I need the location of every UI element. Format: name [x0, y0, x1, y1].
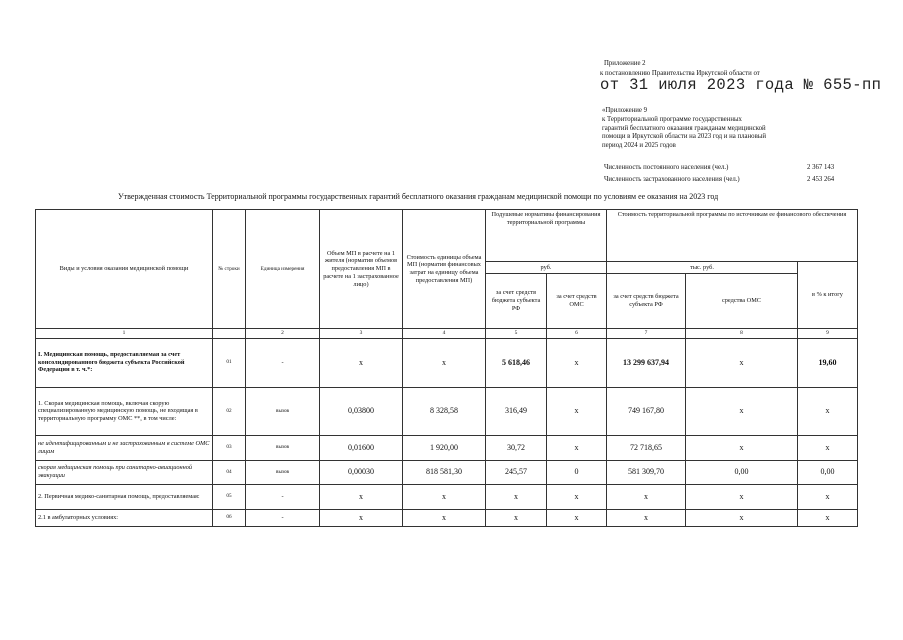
table-row: [36, 509, 858, 526]
row-volume: x: [320, 338, 403, 387]
insured-population-value: 2 453 264: [807, 176, 835, 183]
resolution-date-stamp: от 31 июля 2023 года № 655-пп: [600, 76, 882, 94]
header-pc-budget: за счет средств бюджета субъекта РФ: [486, 274, 547, 329]
row-pct: x: [798, 509, 858, 526]
row-pct: 19,60: [798, 338, 858, 387]
insured-population-label: Численность застрахованного населения (чел.): [604, 176, 740, 183]
appendix-resolution-line: к постановлению Правительства Иркутской области от: [600, 70, 760, 77]
appendix9-line2: к Территориальной программе государственных: [602, 116, 742, 123]
row-pr-budget: 749 167,80: [607, 387, 686, 435]
col-number: 5: [486, 329, 547, 339]
row-pr-oms: x: [686, 338, 798, 387]
row-pct: x: [798, 387, 858, 435]
row-volume: x: [320, 484, 403, 509]
row-pr-oms: x: [686, 509, 798, 526]
header-pc-oms: за счет средств ОМС: [547, 274, 607, 329]
row-pc-budget: x: [486, 484, 547, 509]
row-pc-oms: x: [547, 509, 607, 526]
row-name: 1. Скорая медицинская помощь, включая скорую специализированную медицинскую помощь, не входящая в территориальную программу ОМС **, в том числе:: [36, 387, 213, 435]
header-volume: Объем МП в расчете на 1 жителя (норматив объемов предоставления МП в расчете на 1 застрахованное лицо): [320, 210, 403, 329]
row-no: 02: [213, 387, 246, 435]
appendix9-line4: помощи в Иркутской области на 2023 год и на плановый: [602, 133, 766, 140]
table-row: [36, 484, 858, 509]
header-thous-rub: тыс. руб.: [607, 262, 798, 274]
col-number: 7: [607, 329, 686, 339]
row-unit: -: [246, 509, 320, 526]
table-row: [36, 460, 858, 484]
row-volume: x: [320, 509, 403, 526]
appendix9-title: «Приложение 9: [602, 107, 647, 114]
header-pct-total: в % к итогу: [798, 262, 858, 329]
row-pr-budget: 72 718,65: [607, 435, 686, 460]
header-unit: Единица измерения: [246, 210, 320, 329]
row-pct: 0,00: [798, 460, 858, 484]
row-name: 2. Первичная медико-санитарная помощь, предоставляемая:: [36, 484, 213, 509]
row-pc-budget: 245,57: [486, 460, 547, 484]
table-row: [36, 338, 858, 387]
row-pc-budget: 5 618,46: [486, 338, 547, 387]
row-pr-budget: x: [607, 484, 686, 509]
header-cost-unit: Стоимость единицы объема МП (норматив финансовых затрат на единицу объема предоставления МП): [403, 210, 486, 329]
row-volume: 0,00030: [320, 460, 403, 484]
col-number: 4: [403, 329, 486, 339]
row-no: 05: [213, 484, 246, 509]
appendix-number: Приложение 2: [604, 60, 646, 67]
row-pr-budget: 581 309,70: [607, 460, 686, 484]
row-pc-oms: x: [547, 338, 607, 387]
header-rub: руб.: [486, 262, 607, 274]
column-number-row: [36, 329, 858, 339]
col-number: 6: [547, 329, 607, 339]
row-cost: x: [403, 484, 486, 509]
row-pc-budget: 30,72: [486, 435, 547, 460]
row-no: 04: [213, 460, 246, 484]
row-cost: 818 581,30: [403, 460, 486, 484]
row-pr-oms: x: [686, 387, 798, 435]
row-no: 06: [213, 509, 246, 526]
col-number: 9: [798, 329, 858, 339]
header-pr-oms: средства ОМС: [686, 274, 798, 329]
row-unit: -: [246, 338, 320, 387]
row-name: 2.1 в амбулаторных условиях:: [36, 509, 213, 526]
table-row: [36, 387, 858, 435]
header-per-capita: Подушевые нормативы финансирования территориальной программы: [486, 210, 607, 262]
row-pc-oms: x: [547, 484, 607, 509]
scan-dots-decoration: [60, 630, 850, 632]
header-row-no: № строки: [213, 210, 246, 329]
permanent-population-label: Численность постоянного населения (чел.): [604, 164, 729, 171]
row-pr-oms: 0,00: [686, 460, 798, 484]
header-program-cost: Стоимость территориальной программы по источникам ее финансового обеспечения: [607, 210, 858, 262]
row-name: I. Медицинская помощь, предоставляемая за счет консолидированного бюджета субъекта Российской Федерации в т. ч.*:: [36, 338, 213, 387]
row-pc-oms: x: [547, 387, 607, 435]
col-number: [213, 329, 246, 339]
row-pr-oms: x: [686, 435, 798, 460]
row-no: 01: [213, 338, 246, 387]
program-cost-table: [35, 209, 858, 527]
row-volume: 0,01600: [320, 435, 403, 460]
row-pc-budget: x: [486, 509, 547, 526]
row-pc-budget: 316,49: [486, 387, 547, 435]
row-cost: x: [403, 338, 486, 387]
row-pc-oms: x: [547, 435, 607, 460]
row-unit: вызов: [246, 387, 320, 435]
row-pct: x: [798, 484, 858, 509]
col-number: 3: [320, 329, 403, 339]
row-cost: x: [403, 509, 486, 526]
row-name: не идентифицированным и не застрахованным в системе ОМС лицам: [36, 435, 213, 460]
row-pr-budget: 13 299 637,94: [607, 338, 686, 387]
table-row: [36, 435, 858, 460]
header-types: Виды и условия оказания медицинской помощи: [36, 210, 213, 329]
appendix9-line3: гарантий бесплатного оказания гражданам медицинской: [602, 124, 766, 132]
row-volume: 0,03800: [320, 387, 403, 435]
col-number: 1: [36, 329, 213, 339]
row-no: 03: [213, 435, 246, 460]
document-title: Утвержденная стоимость Территориальной программы государственных гарантий бесплатного оказания гражданам медицинской помощи по условиям ее оказания на 2023 год: [118, 192, 719, 201]
row-pr-budget: x: [607, 509, 686, 526]
header-pr-budget: за счет средств бюджета субъекта РФ: [607, 274, 686, 329]
row-pr-oms: x: [686, 484, 798, 509]
row-pc-oms: 0: [547, 460, 607, 484]
row-unit: -: [246, 484, 320, 509]
row-pct: x: [798, 435, 858, 460]
row-unit: вызов: [246, 435, 320, 460]
row-cost: 1 920,00: [403, 435, 486, 460]
row-unit: вызов: [246, 460, 320, 484]
appendix9-line5: период 2024 и 2025 годов: [602, 141, 676, 149]
permanent-population-value: 2 367 143: [807, 164, 835, 171]
row-cost: 8 328,58: [403, 387, 486, 435]
col-number: 2: [246, 329, 320, 339]
row-name: скорая медицинская помощь при санитарно-авиационной эвакуации: [36, 460, 213, 484]
col-number: 8: [686, 329, 798, 339]
